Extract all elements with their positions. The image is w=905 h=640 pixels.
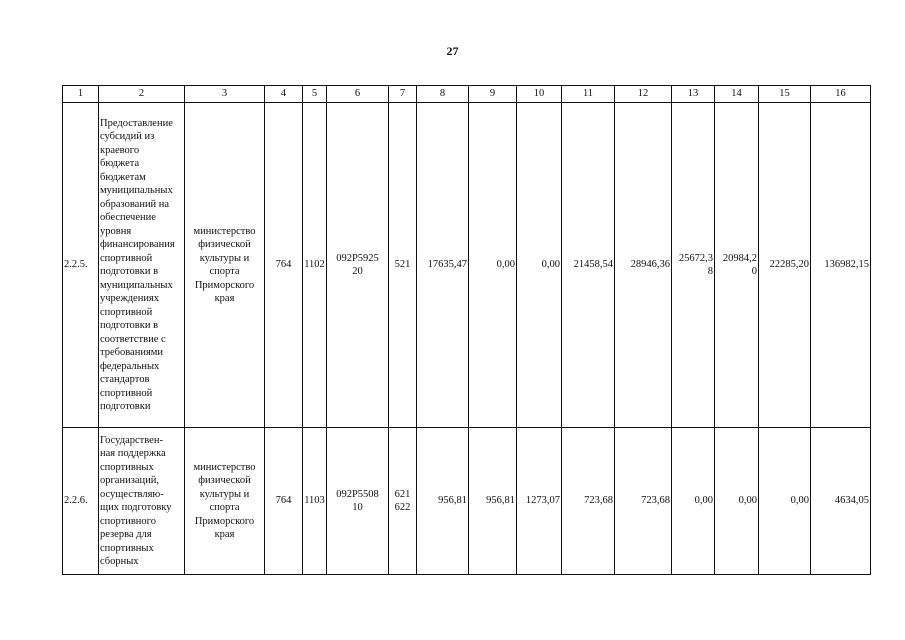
header-cell: 12 bbox=[615, 86, 672, 103]
cell-col8: 17635,47 bbox=[417, 103, 469, 428]
header-cell: 5 bbox=[303, 86, 327, 103]
header-cell: 8 bbox=[417, 86, 469, 103]
header-cell: 6 bbox=[327, 86, 389, 103]
cell-col9: 0,00 bbox=[469, 103, 517, 428]
cell-col14: 0,00 bbox=[715, 428, 759, 575]
header-cell: 1 bbox=[63, 86, 99, 103]
header-cell: 2 bbox=[99, 86, 185, 103]
header-cell: 3 bbox=[185, 86, 265, 103]
row-number: 2.2.6. bbox=[63, 428, 99, 575]
table-row bbox=[63, 428, 871, 575]
cell-col6: 092Р5508 10 bbox=[327, 428, 389, 575]
header-cell: 13 bbox=[672, 86, 715, 103]
table-header-row bbox=[63, 86, 871, 103]
cell-col4: 764 bbox=[265, 103, 303, 428]
cell-col8: 956,81 bbox=[417, 428, 469, 575]
cell-col14: 20984,2 0 bbox=[715, 103, 759, 428]
cell-col15: 22285,20 bbox=[759, 103, 811, 428]
cell-col16: 4634,05 bbox=[811, 428, 871, 575]
header-cell: 10 bbox=[517, 86, 562, 103]
cell-col6: 092Р5925 20 bbox=[327, 103, 389, 428]
cell-col12: 723,68 bbox=[615, 428, 672, 575]
cell-col15: 0,00 bbox=[759, 428, 811, 575]
page-number: 27 bbox=[446, 44, 459, 58]
header-cell: 14 bbox=[715, 86, 759, 103]
responsible-org: министерство физической культуры и спорта Приморского края bbox=[185, 428, 265, 575]
cell-col10: 0,00 bbox=[517, 103, 562, 428]
header-cell: 9 bbox=[469, 86, 517, 103]
measure-name: Государствен- ная поддержка спортивных организаций, осуществляю- щих подготовку спортивного резерва для спортивных сборных bbox=[99, 428, 185, 575]
cell-col16: 136982,15 bbox=[811, 103, 871, 428]
cell-col7: 621 622 bbox=[389, 428, 417, 575]
cell-col5: 1102 bbox=[303, 103, 327, 428]
header-cell: 11 bbox=[562, 86, 615, 103]
cell-col13: 25672,3 8 bbox=[672, 103, 715, 428]
cell-col4: 764 bbox=[265, 428, 303, 575]
header-cell: 15 bbox=[759, 86, 811, 103]
row-number: 2.2.5. bbox=[63, 103, 99, 428]
cell-col13: 0,00 bbox=[672, 428, 715, 575]
cell-col5: 1103 bbox=[303, 428, 327, 575]
cell-col11: 21458,54 bbox=[562, 103, 615, 428]
measure-name: Предоставление субсидий из краевого бюджета бюджетам муниципальных образований на обеспечение уровня финансирования спортивной подготовки в муниципальных учреждениях спортивной подготовки в соответствие с требованиями федеральных стандартов спортивной подготовки bbox=[99, 103, 185, 428]
header-cell: 7 bbox=[389, 86, 417, 103]
cell-col9: 956,81 bbox=[469, 428, 517, 575]
header-cell: 16 bbox=[811, 86, 871, 103]
cell-col12: 28946,36 bbox=[615, 103, 672, 428]
cell-col11: 723,68 bbox=[562, 428, 615, 575]
budget-table bbox=[62, 85, 871, 575]
cell-col7: 521 bbox=[389, 103, 417, 428]
table-row bbox=[63, 103, 871, 428]
cell-col10: 1273,07 bbox=[517, 428, 562, 575]
responsible-org: министерство физической культуры и спорта Приморского края bbox=[185, 103, 265, 428]
header-cell: 4 bbox=[265, 86, 303, 103]
